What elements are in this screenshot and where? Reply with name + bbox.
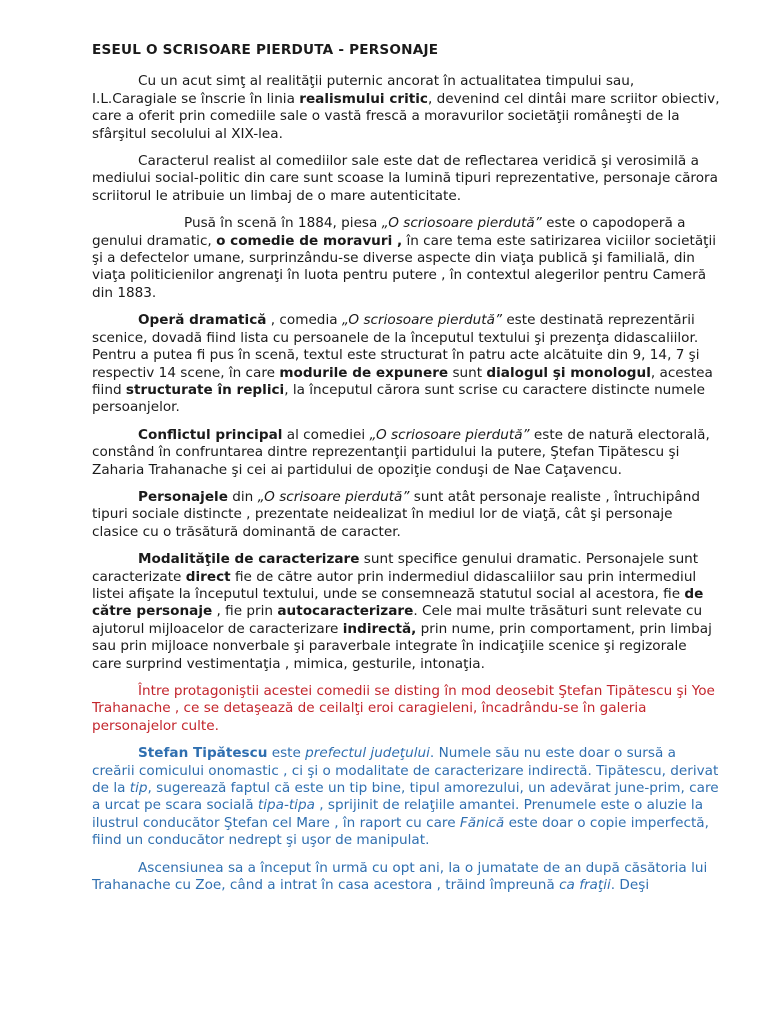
paragraph-ascension: Ascensiunea sa a început în urmă cu opt ani, la o jumatate de an după căsătoria lui Trahanache cu Zoe, când a intrat în casa acestora , trăind împreună ca fraţii. Deşi [92, 859, 708, 894]
paragraph-intro: Cu un acut simţ al realităţii puternic ancorat în actualitatea timpului sau, I.L.Caragiale se înscrie în linia realismului critic, devenind cel dintâi mare scriitor obiectiv, care a oferit prin comediile sale o vastă frescă a moravurilor societăţii româneşti de la sfârşitul secolului al XIX-lea. [92, 73, 720, 142]
paragraph-conflict: Conflictul principal al comediei „O scriosoare pierdută” este de natură electorală, constând în confruntarea dintre reprezentanţii partidului la putere, Ştefan Tipătescu şi Zaharia Trahanache şi cei ai partidului de opoziţie conduşi de Nae Caţavencu. [92, 426, 710, 478]
paragraph-characterization: Modalităţile de caracterizare sunt specifice genului dramatic. Personajele sunt caracterizate direct fie de către autor prin indermediul didascaliilor sau prin intermediul listei afişate la începutul textului, unde se consemnează statutul social al acestora, fie de către personaje , fie prin autocaracterizare. Cele mai multe trăsături sunt relevate cu ajutorul mijloacelor de caracterizare indirectă, prin nume, prin comportament, prin limbaj sau prin mijloace nonverbale şi paraverbale integrate în indicaţiile scenice şi regizorale care surprind vestimentaţia , mimica, gesturile, intonaţia. [92, 551, 712, 672]
paragraph-premiere: Pusă în scenă în 1884, piesa „O scriosoare pierdută” este o capodoperă a genului dramatic, o comedie de moravuri , în care tema este satirizarea viciilor societăţii şi a defectelor umane, surprinzându-se diverse aspecte din viaţa publică şi familială, din viaţa politicienilor angrenaţi în luota pentru putere , în contextul alegerilor pentru Cameră din 1883. [92, 215, 717, 301]
paragraph-characters: Personajele din „O scrisoare pierdută” sunt atât personaje realiste , întruchipând tipuri sociale distincte , prezentate neidealizat în mediul lor de viaţă, cât şi personaje clasice cu o trăsătură dominantă de caracter. [92, 488, 701, 540]
paragraph-dramatic-work: Operă dramatică , comedia „O scriosoare pierdută” este destinată reprezentării scenice, dovadă fiind lista cu persoanele de la începutul textului şi prezenţa didascaliilor. Pentru a putea fi pus în scenă, textul este structurat în patru acte alcătuite din 9, 14, 7 şi respectiv 14 scene, în care modurile de expunere sunt dialogul şi monologul, acestea fiind structurate în replici, la începutul cărora sunt scrise cu caractere distincte numele persoanjelor. [92, 312, 713, 416]
paragraph-realism: Caracterul realist al comediilor sale este dat de reflectarea veridică şi verosimilă a mediului social-politic din care sunt scoase la lumină tipuri reprezentative, personaje cărora scriitorul le atribuie un limbaj de o mare autenticitate. [92, 153, 718, 204]
paragraph-protagonists: Între protagoniştii acestei comedii se disting în mod deosebit Ştefan Tipătescu şi Yoe Trahanache , ce se detaşează de ceilalţi eroi caragieleni, încadrându-se în galeria personajelor culte. [92, 683, 715, 734]
document-page [92, 42, 720, 904]
paragraph-tipatescu: Stefan Tipătescu este prefectul judeţului. Numele său nu este doar o sursă a creării comicului onomastic , ci şi o modalitate de caracterizare indirectă. Tipătescu, derivat de la tip, sugerează faptul că este un tip bine, tipul amorezului, un adevărat june-prim, care a urcat pe scara socială tipa-tipa , sprijinit de relaţiile amantei. Prenumele este o aluzie la ilustrul conducător Ştefan cel Mare , în raport cu care Fănică este doar o copie imperfectă, fiind un conducător nedrept şi uşor de manipulat. [92, 745, 719, 849]
document-title: ESEUL O SCRISOARE PIERDUTA - PERSONAJE [92, 42, 439, 58]
